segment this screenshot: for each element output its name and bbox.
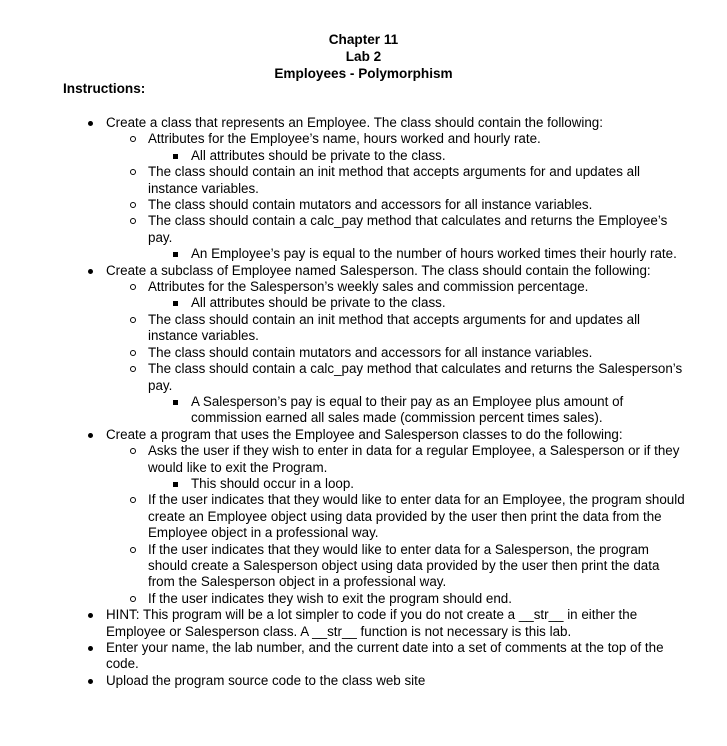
hollow-circle-bullet-icon bbox=[130, 169, 136, 175]
sub-list-item bbox=[130, 443, 688, 492]
list-item-text: Create a program that uses the Employee and Salesperson classes to do the following: bbox=[106, 426, 623, 442]
sub-list-item bbox=[130, 131, 688, 164]
list-item bbox=[88, 263, 688, 427]
sub-list-item-text: Attributes for the Employee’s name, hours worked and hourly rate. bbox=[148, 131, 541, 147]
filled-square-bullet-icon bbox=[173, 154, 178, 159]
hollow-circle-bullet-icon bbox=[130, 366, 136, 372]
sub-list-item-text: The class should contain a calc_pay method that calculates and returns the Employee’s pay. bbox=[148, 213, 668, 245]
sub-list-item-text: Attributes for the Salesperson’s weekly sales and commission percentage. bbox=[148, 279, 589, 295]
hollow-circle-bullet-icon bbox=[130, 284, 136, 290]
topic-heading: Employees - Polymorphism bbox=[274, 66, 453, 81]
list-item bbox=[88, 673, 688, 689]
hollow-circle-bullet-icon bbox=[130, 596, 136, 602]
hollow-circle-bullet-icon bbox=[130, 350, 136, 356]
hollow-circle-bullet-icon bbox=[130, 317, 136, 323]
list-item-text: Enter your name, the lab number, and the current date into a set of comments at the top of the code. bbox=[106, 640, 664, 672]
sub-sub-list bbox=[173, 148, 688, 164]
sub-sub-list bbox=[173, 246, 688, 262]
list-item bbox=[88, 607, 688, 640]
hollow-circle-bullet-icon bbox=[130, 497, 136, 503]
sub-list-item bbox=[130, 279, 688, 312]
sub-list-item-text: The class should contain an init method that accepts arguments for and updates all instance variables. bbox=[148, 311, 641, 344]
sub-list bbox=[130, 443, 688, 607]
sub-sub-list-item-text: This should occur in a loop. bbox=[191, 475, 355, 491]
list-item-text: HINT: This program will be a lot simpler to code if you do not create a __str__ in either the Employee or Salesperson class. A __str__ function is not necessary is this lab. bbox=[106, 607, 638, 639]
sub-list-item bbox=[130, 197, 688, 213]
filled-circle-bullet-icon bbox=[88, 613, 93, 618]
filled-circle-bullet-icon bbox=[88, 269, 93, 274]
sub-list-item bbox=[130, 591, 688, 607]
filled-square-bullet-icon bbox=[173, 252, 178, 257]
sub-sub-list bbox=[173, 295, 688, 311]
sub-sub-list-item bbox=[173, 246, 688, 262]
sub-list bbox=[130, 131, 688, 262]
sub-list-item bbox=[130, 492, 688, 541]
sub-list-item-text: The class should contain an init method that accepts arguments for and updates all instance variables. bbox=[148, 164, 641, 196]
sub-list-item-text: If the user indicates that they would like to enter data for a Salesperson, the program should create a Salesperson object using data provided by the user then print the data from the Salesperson object in a professional way. bbox=[148, 541, 660, 590]
sub-sub-list-item-text: An Employee’s pay is equal to the number of hours worked times their hourly rate. bbox=[191, 246, 677, 262]
sub-list-item-text: The class should contain mutators and accessors for all instance variables. bbox=[148, 344, 593, 360]
sub-list-item bbox=[130, 213, 688, 262]
sub-list-item bbox=[130, 542, 688, 591]
filled-circle-bullet-icon bbox=[88, 679, 93, 684]
filled-circle-bullet-icon bbox=[88, 646, 93, 651]
instructions-list bbox=[88, 115, 688, 689]
sub-list-item-text: The class should contain a calc_pay method that calculates and returns the Salesperson’s pay. bbox=[148, 361, 683, 393]
chapter-heading: Chapter 11 bbox=[328, 32, 399, 47]
instructions-label: Instructions: bbox=[63, 81, 146, 96]
sub-sub-list-item bbox=[173, 394, 688, 427]
sub-list-item bbox=[130, 312, 688, 345]
sub-sub-list-item-text: A Salesperson’s pay is equal to their pay as an Employee plus amount of commission earned all sales made (commission percent times sales). bbox=[191, 393, 624, 426]
filled-square-bullet-icon bbox=[173, 301, 178, 306]
list-item bbox=[88, 640, 688, 673]
sub-list-item-text: If the user indicates that they would like to enter data for an Employee, the program should create an Employee object using data provided by the user then print the data from the Employee object in a professional way. bbox=[148, 492, 685, 541]
sub-list-item-text: The class should contain mutators and accessors for all instance variables. bbox=[148, 197, 593, 213]
hollow-circle-bullet-icon bbox=[130, 202, 136, 208]
hollow-circle-bullet-icon bbox=[130, 136, 136, 142]
hollow-circle-bullet-icon bbox=[130, 547, 136, 553]
sub-list-item bbox=[130, 361, 688, 427]
sub-sub-list bbox=[173, 476, 688, 492]
sub-list-item bbox=[130, 345, 688, 361]
list-item-text: Upload the program source code to the class web site bbox=[106, 672, 426, 688]
sub-sub-list-item-text: All attributes should be private to the class. bbox=[191, 295, 446, 311]
sub-list bbox=[130, 279, 688, 427]
filled-circle-bullet-icon bbox=[88, 121, 93, 126]
lab-heading: Lab 2 bbox=[345, 49, 382, 64]
document-title-block bbox=[0, 31, 727, 82]
sub-list-item-text: If the user indicates they wish to exit the program should end. bbox=[148, 590, 512, 606]
filled-square-bullet-icon bbox=[173, 482, 178, 487]
sub-sub-list-item bbox=[173, 295, 688, 311]
sub-list-item bbox=[130, 164, 688, 197]
hollow-circle-bullet-icon bbox=[130, 218, 136, 224]
sub-sub-list bbox=[173, 394, 688, 427]
list-item bbox=[88, 427, 688, 607]
hollow-circle-bullet-icon bbox=[130, 448, 136, 454]
filled-square-bullet-icon bbox=[173, 400, 178, 405]
sub-sub-list-item bbox=[173, 476, 688, 492]
sub-sub-list-item bbox=[173, 148, 688, 164]
list-item-text: Create a subclass of Employee named Salesperson. The class should contain the following: bbox=[106, 262, 651, 278]
list-item bbox=[88, 115, 688, 263]
list-item-text: Create a class that represents an Employee. The class should contain the following: bbox=[106, 115, 603, 130]
sub-list-item-text: Asks the user if they wish to enter in data for a regular Employee, a Salesperson or if they would like to exit the Program. bbox=[148, 443, 680, 475]
filled-circle-bullet-icon bbox=[88, 433, 93, 438]
sub-sub-list-item-text: All attributes should be private to the class. bbox=[191, 147, 446, 163]
